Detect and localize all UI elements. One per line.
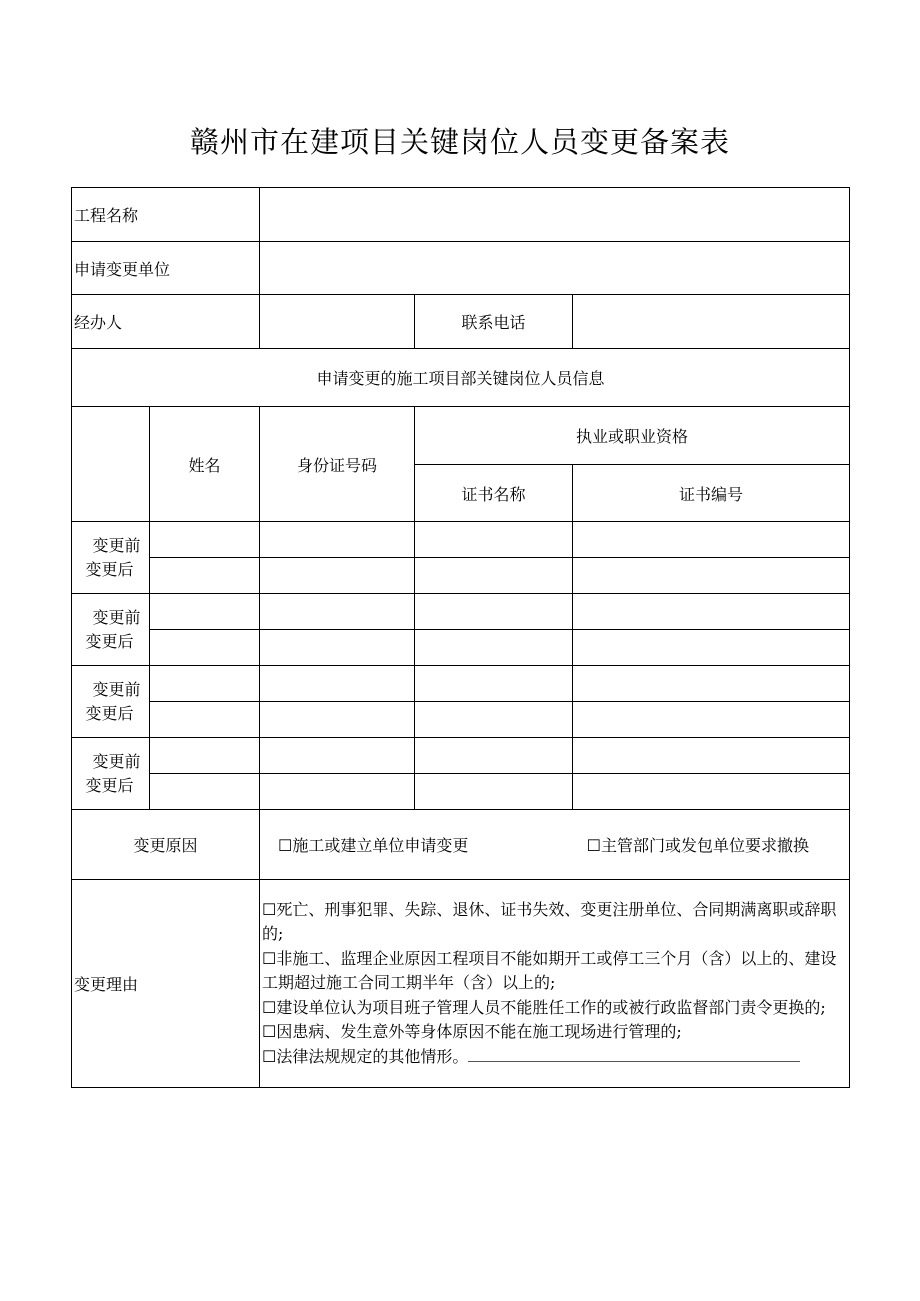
- name-header: 姓名: [150, 407, 260, 522]
- cert-name-cell[interactable]: [415, 630, 573, 666]
- name-cell[interactable]: [150, 558, 260, 594]
- cert-number-cell[interactable]: [573, 702, 850, 738]
- cert-name-cell[interactable]: [415, 594, 573, 630]
- id-number-cell[interactable]: [260, 666, 415, 702]
- name-cell[interactable]: [150, 666, 260, 702]
- cert-number-cell[interactable]: [573, 666, 850, 702]
- cause-item[interactable]: ☐死亡、刑事犯罪、失踪、退休、证书失效、变更注册单位、合同期满离职或辞职的;: [262, 899, 837, 944]
- before-after-label: 变更前 变更后: [72, 738, 150, 810]
- handler-label: 经办人: [72, 295, 260, 349]
- cause-item[interactable]: ☐法律法规规定的其他情形。: [262, 1046, 469, 1066]
- name-cell[interactable]: [150, 702, 260, 738]
- name-cell[interactable]: [150, 594, 260, 630]
- phone-label: 联系电话: [415, 295, 573, 349]
- cert-number-cell[interactable]: [573, 630, 850, 666]
- section-title: 申请变更的施工项目部关键岗位人员信息: [72, 349, 850, 407]
- cert-name-cell[interactable]: [415, 774, 573, 810]
- id-number-cell[interactable]: [260, 594, 415, 630]
- cert-name-header: 证书名称: [415, 465, 573, 522]
- other-situation-blank[interactable]: [468, 1046, 800, 1062]
- change-reason-label: 变更原因: [72, 810, 260, 880]
- before-after-label: 变更前 变更后: [72, 666, 150, 738]
- cert-number-cell[interactable]: [573, 594, 850, 630]
- cause-item[interactable]: ☐非施工、监理企业原因工程项目不能如期开工或停工三个月（含）以上的、建设工期超过施工合同工期半年（含）以上的;: [262, 948, 837, 993]
- qualification-header: 执业或职业资格: [415, 407, 850, 465]
- cert-number-cell[interactable]: [573, 774, 850, 810]
- before-after-label: 变更前 变更后: [72, 594, 150, 666]
- applicant-unit-field[interactable]: [260, 242, 850, 295]
- change-cause-label: 变更理由: [72, 880, 260, 1088]
- project-name-field[interactable]: [260, 188, 850, 242]
- change-cause-list: [260, 880, 850, 1088]
- cert-name-cell[interactable]: [415, 558, 573, 594]
- cert-number-cell[interactable]: [573, 522, 850, 558]
- handler-field[interactable]: [260, 295, 415, 349]
- id-number-cell[interactable]: [260, 558, 415, 594]
- id-number-cell[interactable]: [260, 738, 415, 774]
- name-cell[interactable]: [150, 738, 260, 774]
- cause-item-other: [262, 1045, 845, 1070]
- reason-option-authority[interactable]: ☐主管部门或发包单位要求撤换: [586, 836, 810, 855]
- project-name-label: 工程名称: [72, 188, 260, 242]
- phone-field[interactable]: [573, 295, 850, 349]
- cause-item[interactable]: ☐建设单位认为项目班子管理人员不能胜任工作的或被行政监督部门责令更换的;: [262, 997, 826, 1017]
- cert-number-cell[interactable]: [573, 558, 850, 594]
- id-number-cell[interactable]: [260, 774, 415, 810]
- id-number-cell[interactable]: [260, 522, 415, 558]
- change-reason-options: [260, 810, 850, 880]
- cause-item[interactable]: ☐因患病、发生意外等身体原因不能在施工现场进行管理的;: [262, 1022, 682, 1042]
- name-cell[interactable]: [150, 630, 260, 666]
- reason-option-applicant[interactable]: ☐施工或建立单位申请变更: [278, 836, 469, 855]
- cert-name-cell[interactable]: [415, 666, 573, 702]
- cert-name-cell[interactable]: [415, 522, 573, 558]
- name-cell[interactable]: [150, 774, 260, 810]
- id-number-header: 身份证号码: [260, 407, 415, 522]
- filing-form-table: [71, 187, 850, 1088]
- blank-header-cell: [72, 407, 150, 522]
- cert-number-header: 证书编号: [573, 465, 850, 522]
- id-number-cell[interactable]: [260, 630, 415, 666]
- name-cell[interactable]: [150, 522, 260, 558]
- applicant-unit-label: 申请变更单位: [72, 242, 260, 295]
- cert-number-cell[interactable]: [573, 738, 850, 774]
- before-after-label: 变更前 变更后: [72, 522, 150, 594]
- id-number-cell[interactable]: [260, 702, 415, 738]
- cert-name-cell[interactable]: [415, 738, 573, 774]
- form-title: 赣州市在建项目关键岗位人员变更备案表: [189, 125, 730, 159]
- cert-name-cell[interactable]: [415, 702, 573, 738]
